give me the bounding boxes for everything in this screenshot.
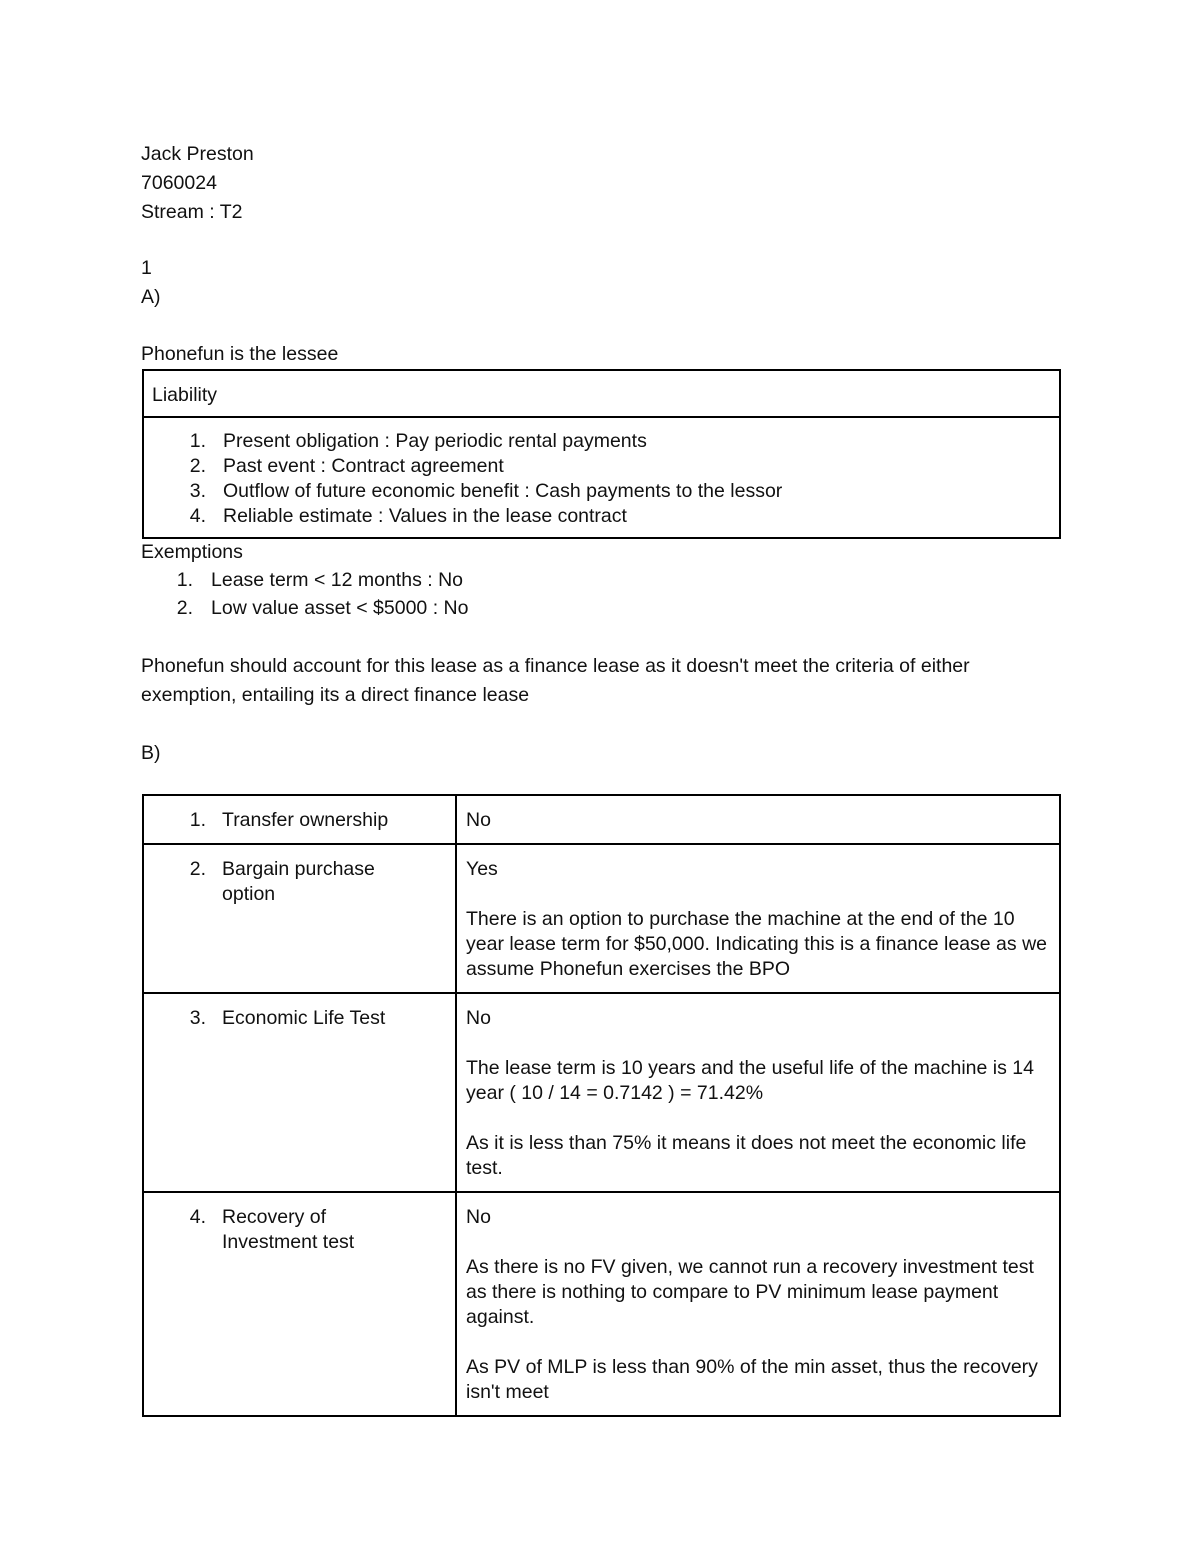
result-cell [456, 993, 1060, 1192]
result-answer: No [466, 1206, 491, 1228]
criterion-label: Recovery of Investment test [222, 1206, 355, 1253]
list-number: 2. [189, 455, 206, 477]
liability-title: Liability [144, 371, 1059, 418]
liability-item [144, 504, 1059, 529]
liability-box [142, 369, 1061, 539]
liability-item [144, 429, 1059, 454]
part-b-label: B) [141, 742, 161, 764]
criterion-cell [143, 795, 456, 844]
conclusion-line-1: Phonefun should account for this lease as a finance lease as it doesn't meet the criteria of either [141, 655, 970, 677]
criterion-label: Transfer ownership [222, 809, 389, 831]
result-cell [456, 795, 1060, 844]
criterion-number: 4. [189, 1206, 206, 1228]
lessee-statement: Phonefun is the lessee [141, 343, 339, 365]
stream-label: Stream : T2 [141, 201, 243, 223]
result-explanation: There is an option to purchase the machine at the end of the 10 year lease term for $50,000. Indicating this is a finance lease as we assume Phonefun exercises the BPO [466, 908, 1047, 980]
list-text: Lease term < 12 months : No [211, 569, 464, 591]
result-answer: No [466, 809, 491, 831]
result-explanation: As it is less than 75% it means it does not meet the economic life test. [466, 1132, 1027, 1179]
result-explanation: As there is no FV given, we cannot run a recovery investment test as there is nothing to compare to PV minimum lease payment against. [466, 1256, 1034, 1328]
criterion-cell [143, 993, 456, 1192]
result-answer: No [466, 1007, 491, 1029]
list-number: 4. [189, 505, 206, 527]
list-number: 1. [189, 430, 206, 452]
list-text: Reliable estimate : Values in the lease contract [223, 505, 627, 527]
list-text: Past event : Contract agreement [223, 455, 504, 477]
list-text: Present obligation : Pay periodic rental payments [223, 430, 647, 452]
criterion-number: 1. [189, 809, 206, 831]
result-answer: Yes [466, 858, 498, 880]
liability-list [144, 418, 1059, 529]
table-row [143, 795, 1060, 844]
list-text: Low value asset < $5000 : No [211, 597, 469, 619]
exemptions-title: Exemptions [141, 541, 243, 563]
criterion-label: Bargain purchase option [222, 858, 375, 905]
criterion-label: Economic Life Test [222, 1007, 386, 1029]
table-row [143, 1192, 1060, 1416]
list-number: 3. [189, 480, 206, 502]
question-number: 1 [141, 257, 152, 279]
lease-criteria-table [142, 794, 1061, 1417]
criterion-cell [143, 1192, 456, 1416]
liability-item [144, 454, 1059, 479]
criterion-number: 3. [189, 1007, 206, 1029]
result-explanation: The lease term is 10 years and the useful life of the machine is 14 year ( 10 / 14 = 0.7142 ) = 71.42% [466, 1057, 1034, 1104]
student-id: 7060024 [141, 172, 217, 194]
part-a-label: A) [141, 286, 161, 308]
table-row [143, 844, 1060, 993]
result-cell [456, 1192, 1060, 1416]
list-number: 1. [176, 569, 193, 591]
liability-item [144, 479, 1059, 504]
criterion-cell [143, 844, 456, 993]
table-row [143, 993, 1060, 1192]
result-explanation: As PV of MLP is less than 90% of the min asset, thus the recovery isn't meet [466, 1356, 1038, 1403]
criterion-number: 2. [189, 858, 206, 880]
conclusion-line-2: exemption, entailing its a direct finance lease [141, 684, 530, 706]
result-cell [456, 844, 1060, 993]
author-name: Jack Preston [141, 143, 254, 165]
list-text: Outflow of future economic benefit : Cash payments to the lessor [223, 480, 783, 502]
list-number: 2. [176, 597, 193, 619]
